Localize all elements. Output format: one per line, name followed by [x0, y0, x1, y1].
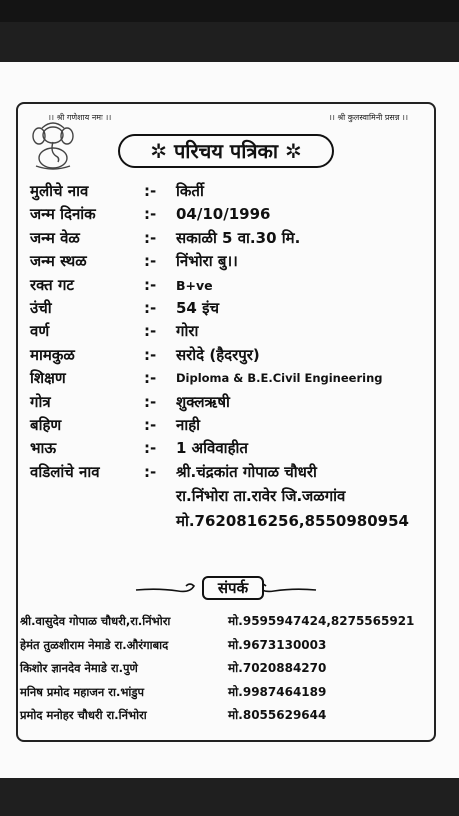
contact-row — [20, 704, 434, 728]
detail-separator: :- — [144, 228, 157, 247]
detail-row-complexion — [30, 320, 430, 343]
top-bar — [0, 0, 459, 22]
detail-label: उंची — [30, 298, 52, 317]
contact-phone: मो.9595947424,8275565921 — [228, 614, 415, 628]
detail-label: गोत्र — [30, 392, 51, 411]
details-list — [30, 180, 430, 534]
contact-phone: मो.9987464189 — [228, 684, 327, 699]
detail-separator: :- — [144, 392, 157, 411]
detail-value: नाही — [176, 415, 201, 434]
detail-separator: :- — [144, 462, 157, 481]
detail-label: भाऊ — [30, 439, 57, 458]
contact-name: मनिष प्रमोद महाजन रा.भांडुप — [20, 684, 145, 699]
detail-value: श्री.चंद्रकांत गोपाळ चौधरी — [176, 462, 317, 481]
contact-name: प्रमोद मनोहर चौधरी रा.निंभोरा — [20, 708, 147, 722]
detail-value: Diploma & B.E.Civil Engineering — [176, 371, 383, 386]
detail-value: 1 अविवाहीत — [176, 439, 248, 458]
father-address-row — [30, 484, 430, 509]
detail-label: मुलीचे नाव — [30, 182, 89, 200]
left-invocation: ।। श्री गणेशाय नमः ।। — [48, 113, 112, 122]
bottom-bar — [0, 778, 459, 816]
detail-separator: :- — [144, 252, 157, 271]
detail-separator: :- — [144, 275, 157, 294]
ganesha-icon — [28, 118, 78, 170]
father-address: रा.निंभोरा ता.रावेर जि.जळगांव — [176, 487, 346, 506]
detail-label: शिक्षण — [30, 369, 66, 388]
detail-separator: :- — [144, 439, 157, 458]
contact-phone: मो.7020884270 — [228, 661, 327, 675]
detail-separator: :- — [144, 415, 157, 434]
detail-row-name — [30, 180, 430, 203]
detail-separator: :- — [144, 345, 157, 364]
detail-separator: :- — [144, 182, 157, 200]
father-phone: मो.7620816256,8550980954 — [176, 512, 409, 531]
detail-separator: :- — [144, 369, 157, 388]
detail-separator: :- — [144, 322, 157, 341]
detail-separator: :- — [144, 205, 157, 224]
detail-value: 04/10/1996 — [176, 205, 271, 224]
detail-row-birth-time — [30, 227, 430, 250]
detail-row-education — [30, 367, 430, 390]
detail-label: वडिलांचे नाव — [30, 462, 100, 481]
detail-value: सकाळी 5 वा.30 मि. — [176, 228, 301, 247]
biodata-card — [16, 102, 436, 742]
contact-name: हेमंत तुळशीराम नेमाडे रा.औरंगाबाद — [20, 637, 169, 652]
contact-row — [20, 657, 434, 681]
detail-label: रक्त गट — [30, 275, 74, 294]
detail-value: किर्ती — [176, 182, 204, 200]
detail-row-height — [30, 297, 430, 320]
detail-value: B+ve — [176, 277, 213, 293]
detail-label: जन्म वेळ — [30, 228, 80, 247]
detail-label: वर्ण — [30, 322, 50, 341]
contact-heading: संपर्क — [202, 576, 264, 600]
detail-row-gotra — [30, 391, 430, 414]
detail-row-sister — [30, 414, 430, 437]
detail-value: निंभोरा बु।। — [176, 252, 238, 271]
detail-separator: :- — [144, 298, 157, 317]
page-title: ✲ परिचय पत्रिका ✲ — [118, 134, 334, 168]
contact-name: श्री.वासुदेव गोपाळ चौधरी,रा.निंभोरा — [20, 614, 171, 628]
contact-row — [20, 681, 434, 705]
detail-row-brother — [30, 437, 430, 460]
biodata-sheet — [0, 62, 459, 778]
detail-value: 54 इंच — [176, 298, 219, 317]
detail-row-blood-group — [30, 274, 430, 297]
detail-value: शुक्लऋषी — [176, 392, 230, 411]
detail-label: जन्म स्थळ — [30, 252, 87, 271]
detail-value: सरोदे (हैदरपुर) — [176, 345, 260, 364]
right-invocation: ।। श्री कुलस्वामिनी प्रसन्न ।। — [328, 113, 408, 122]
contact-row — [20, 634, 434, 658]
detail-row-father-name — [30, 461, 430, 484]
detail-label: बहिण — [30, 415, 62, 434]
contact-name: किशोर ज्ञानदेव नेमाडे रा.पुणे — [20, 661, 138, 675]
detail-row-birth-date — [30, 203, 430, 226]
father-phone-row — [30, 509, 430, 534]
contact-row — [20, 610, 434, 634]
contact-phone: मो.8055629644 — [228, 708, 327, 722]
detail-label: मामकुळ — [30, 345, 75, 364]
detail-value: गोरा — [176, 322, 199, 341]
contact-phone: मो.9673130003 — [228, 637, 327, 652]
detail-row-maternal-family — [30, 344, 430, 367]
detail-row-birth-place — [30, 250, 430, 273]
contact-list — [20, 610, 434, 728]
detail-label: जन्म दिनांक — [30, 205, 96, 224]
